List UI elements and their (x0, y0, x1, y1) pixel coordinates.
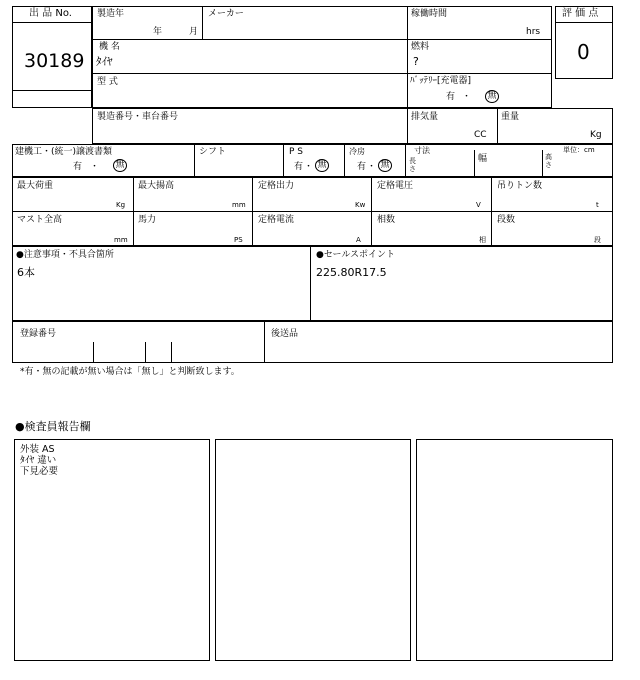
spec-label-hoist-ton: 吊りトン数 (497, 181, 543, 191)
item-no-value: 30189 (24, 50, 85, 72)
model-label: 型 式 (97, 77, 118, 87)
machine-name-label: 機 名 (99, 42, 120, 52)
cert-yes: 有 (73, 162, 83, 172)
registration-row (12, 321, 613, 363)
hours-unit: hrs (526, 27, 541, 37)
inspector-heading: ●検査員報告欄 (15, 420, 91, 433)
spec-unit-max-load: Kg (116, 201, 126, 209)
spec-unit-stages: 段 (594, 236, 601, 244)
battery-none-circled: 無 (485, 90, 499, 103)
month-unit: 月 (189, 27, 199, 37)
battery-dot: ・ (462, 92, 472, 102)
footnote: *有・無の記載が無い場合は「無し」と判断致します。 (20, 367, 240, 377)
ac-none-circled: 無 (378, 159, 392, 172)
displacement-unit: CC (474, 130, 487, 140)
length-label: 長 さ (409, 157, 416, 173)
cert-dot: ・ (90, 162, 100, 172)
registration-label: 登録番号 (20, 329, 57, 339)
spec-label-phases: 相数 (377, 215, 396, 225)
spec-unit-hoist-ton: t (596, 201, 599, 209)
spec-unit-phases: 相 (479, 236, 486, 244)
width-label: 幅 (478, 154, 488, 164)
spec-unit-max-lift: mm (232, 201, 246, 209)
machine-name-value: ﾀｲﾔ (96, 55, 113, 68)
ps-dot: ・ (304, 162, 314, 172)
battery-yes: 有 (446, 92, 456, 102)
ac-label: 冷房 (349, 147, 365, 156)
spec-unit-mast-height: mm (114, 236, 128, 244)
serial-label: 製造番号・車台番号 (97, 112, 179, 122)
weight-unit: Kg (590, 130, 602, 140)
spec-label-rated-voltage: 定格電圧 (377, 181, 414, 191)
hours-label: 稼働時間 (411, 9, 448, 19)
shipping-label: 後送品 (271, 329, 299, 339)
mfg-year-label: 製造年 (97, 9, 125, 19)
sales-point-label: ●セールスポイント (316, 250, 396, 260)
weight-label: 重量 (501, 112, 520, 122)
rating-value: 0 (577, 40, 590, 64)
spec-unit-rated-output: Kw (355, 201, 366, 209)
dim-label: 寸法 (414, 146, 430, 155)
spec-unit-rated-voltage: V (476, 201, 481, 209)
fuel-label: 燃料 (411, 42, 430, 52)
cert-none-circled: 無 (113, 159, 127, 172)
caution-value: 6本 (17, 266, 35, 279)
shift-label: シフト (199, 147, 227, 157)
inspector-box-3 (416, 439, 613, 661)
sales-point-value: 225.80R17.5 (316, 266, 387, 279)
spec-label-horsepower: 馬力 (138, 215, 157, 225)
dim-unit-note: 単位：cm (563, 146, 595, 154)
spec-label-rated-current: 定格電流 (258, 215, 295, 225)
year-unit: 年 (153, 27, 163, 37)
fuel-value: ? (413, 55, 419, 68)
spec-label-stages: 段数 (497, 215, 516, 225)
ac-dot: ・ (367, 162, 377, 172)
top-grid (92, 6, 552, 108)
caution-label: ●注意事項・不具合箇所 (16, 250, 114, 260)
spec-label-max-load: 最大荷重 (17, 181, 54, 191)
ac-yes: 有 (357, 162, 367, 172)
spec-unit-horsepower: PS (234, 236, 243, 244)
displacement-label: 排気量 (411, 112, 439, 122)
ps-label: P S (289, 147, 304, 157)
battery-label: ﾊﾞｯﾃﾘｰ[充電器] (410, 76, 472, 86)
spec-unit-rated-current: A (356, 236, 361, 244)
maker-label: メーカー (208, 9, 244, 19)
rating-label: 評 価 点 (562, 8, 599, 19)
ps-none-circled: 無 (315, 159, 329, 172)
spec-label-rated-output: 定格出力 (258, 181, 295, 191)
cert-label: 建機工・(統一)譲渡書類 (15, 147, 113, 157)
height-label: 高 さ (545, 153, 552, 169)
inspector-box-2 (215, 439, 411, 661)
spec-label-mast-height: マスト全高 (17, 215, 63, 225)
item-no-label: 出 品 No. (29, 8, 72, 19)
inspector-box-1-text: 外装 AS ﾀｲﾔ 違い 下見必要 (20, 444, 59, 477)
spec-label-max-lift: 最大揚高 (138, 181, 175, 191)
ps-yes: 有 (294, 162, 304, 172)
